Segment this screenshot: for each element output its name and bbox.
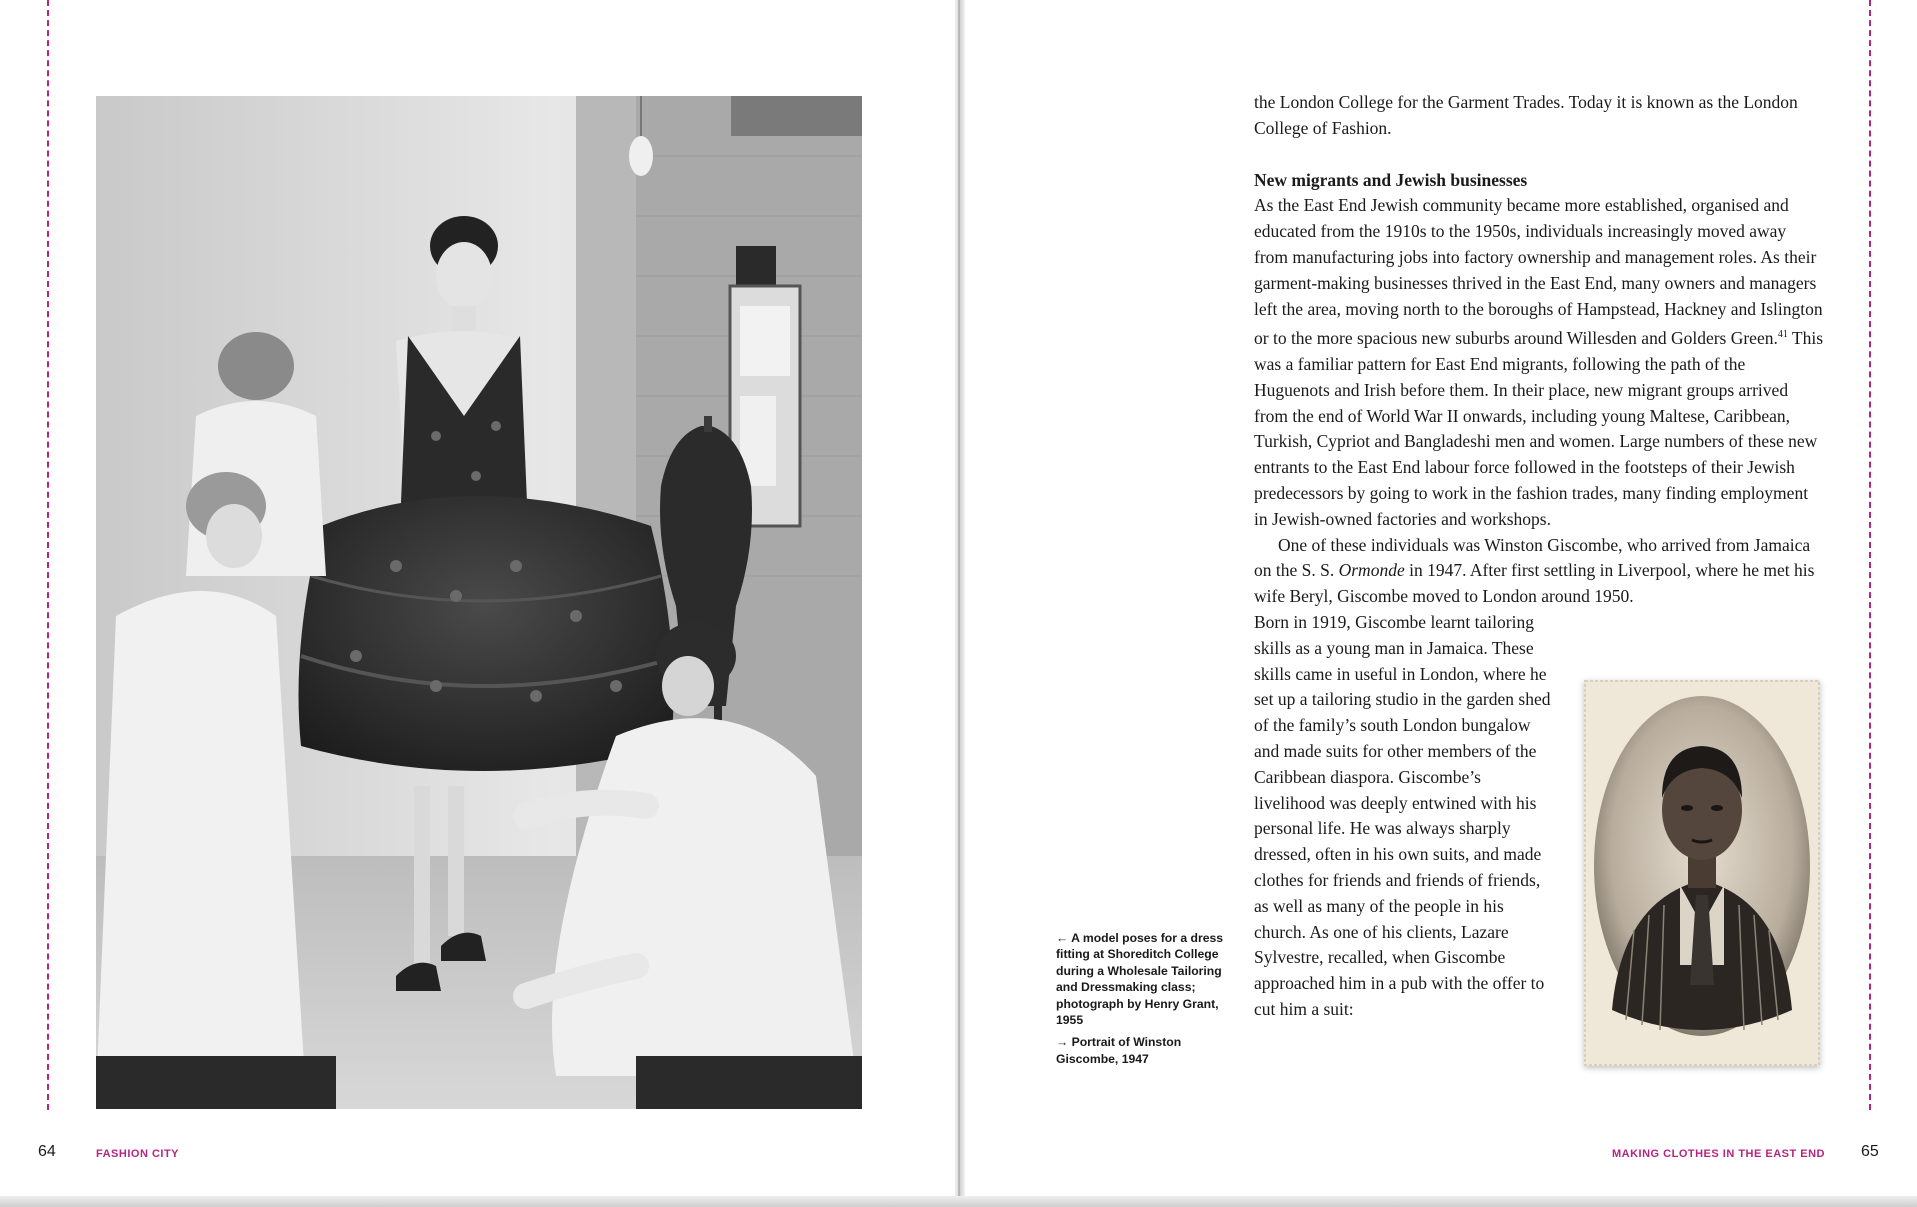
paragraph-giscombe-b: in 1947. After first settling in Liverpool, where he met his wife Beryl, Giscombe moved to London around 1950.: [1254, 560, 1815, 607]
section-heading: New migrants and Jewish businesses: [1254, 169, 1528, 190]
book-gutter: [955, 0, 965, 1200]
paragraph-giscombe-a: One of these individuals was Winston Giscombe, who arrived from Jamaica on the S. S.: [1254, 534, 1811, 581]
paragraph-top: the London College for the Garment Trades. Today it is known as the London College of Fashion.: [1254, 92, 1798, 138]
paragraph-migrants-cont: This was a familiar pattern for East End migrants, following the path of the Huguenots and Irish before them. In their place, new migrant groups arrived from the end of World War II onwards, including young Maltese, Caribbean, Turkish, Cypriot and Bangladeshi men and women. Large numbers of these new entrants to the East End labour force followed in the footsteps of their Jewish predecessors by going to work in the fashion trades, many finding employment in Jewish-owned factories and workshops.: [1254, 328, 1824, 529]
running-head-left: FASHION CITY: [96, 1148, 180, 1160]
dress-fitting-photo: [96, 96, 862, 1109]
left-trim-line: [47, 0, 49, 1110]
page-number-right: 65: [1861, 1143, 1879, 1160]
caption-fitting: ← A model poses for a dress fitting at Shoreditch College during a Wholesale Tailoring and Dressmaking class; photograph by Henry Grant, 1955: [1056, 931, 1224, 1028]
captions: [1056, 930, 1226, 1073]
paragraph-giscombe: [1254, 533, 1824, 610]
right-trim-line: [1869, 0, 1871, 1110]
caption-portrait: → Portrait of Winston Giscombe, 1947: [1056, 1035, 1182, 1066]
page-number-left: 64: [38, 1143, 56, 1160]
ship-name: Ormonde: [1338, 560, 1405, 581]
paragraph-giscombe-narrow: Born in 1919, Giscombe learnt tailoring skills as a young man in Jamaica. These skills came in useful in London, where he set up a tailoring studio in the garden shed of the family’s south London bungalow and made suits for other members of the Caribbean diaspora. Giscombe’s livelihood was deeply entwined with his personal life. He was always sharply dressed, often in his own suits, and made clothes for friends and friends of friends, as well as many of the people in his church. As one of his clients, Lazare Sylvestre, recalled, when Giscombe approached him in a pub with the offer to cut him a suit:: [1254, 611, 1551, 1019]
running-head-right: MAKING CLOTHES IN THE EAST END: [1612, 1148, 1826, 1160]
page-bottom-edge: [0, 1196, 1917, 1207]
footnote-ref: 41: [1777, 329, 1788, 341]
paragraph-migrants: [1254, 193, 1824, 532]
body-text: [1254, 90, 1824, 1023]
paragraph-migrants-text: As the East End Jewish community became more established, organised and educated from the 1910s to the 1950s, individuals increasingly moved away from manufacturing jobs into factory ownership and management roles. As their garment-making businesses thrived in the East End, many owners and managers left the area, moving north to the boroughs of Hampstead, Hackney and Islington or to the more spacious new suburbs around Willesden and Golders Green.: [1254, 195, 1823, 349]
